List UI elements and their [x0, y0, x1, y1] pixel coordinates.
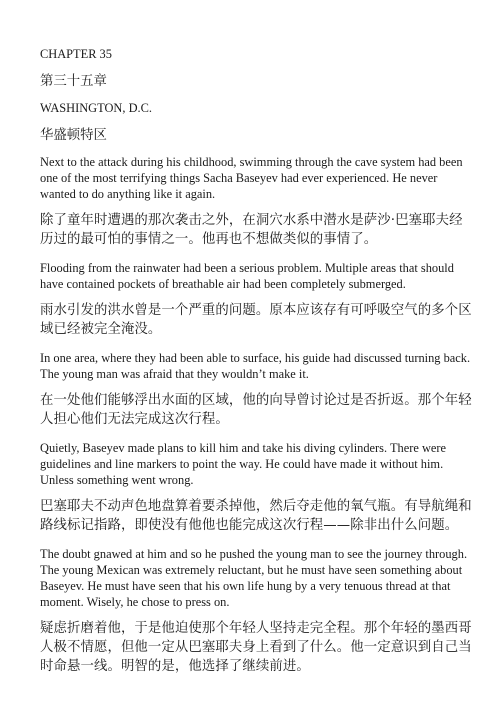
paragraph-en-3: In one area, where they had been able to surface, his guide had discussed turning back. The young man was afraid that they wouldn’t make it. — [40, 351, 471, 381]
paragraph-zh-4: 巴塞耶夫不动声色地盘算着要杀掉他，然后夺走他的氧气瓶。有导航绳和路线标记指路，即使没有他他也能完成这次行程——除非出什么问题。 — [40, 499, 472, 533]
paragraph-en-2: Flooding from the rainwater had been a serious problem. Multiple areas that should have contained pockets of breathable air had been completely submerged. — [40, 261, 454, 291]
paragraph-en-4: Quietly, Baseyev made plans to kill him and take his diving cylinders. There were guidelines and line markers to point the way. He could have made it without him. Unless something went wrong. — [40, 441, 447, 487]
paragraph-zh-1: 除了童年时遭遇的那次袭击之外，在洞穴水系中潜水是萨沙·巴塞耶夫经历过的最可怕的事情之一。他再也不想做类似的事情了。 — [40, 213, 463, 247]
paragraph-zh-2: 雨水引发的洪水曾是一个严重的问题。原本应该存有可呼吸空气的多个区域已经被完全淹没。 — [40, 303, 472, 337]
location-heading-zh: 华盛顿特区 — [40, 128, 107, 143]
chapter-heading-en: CHAPTER 35 — [40, 47, 112, 61]
paragraph-zh-3: 在一处他们能够浮出水面的区域，他的向导曾讨论过是否折返。那个年轻人担心他们无法完成这次行程。 — [40, 393, 472, 427]
paragraph-en-5: The doubt gnawed at him and so he pushed the young man to see the journey through. The young Mexican was extremely reluctant, but he must have seen something about Baseyev. He must have seen that his own life hung by a very tenuous thread at that moment. Wisely, he chose to press on. — [40, 547, 468, 609]
paragraph-en-1: Next to the attack during his childhood, swimming through the cave system had been one of the most terrifying things Sacha Baseyev had ever experienced. He never wanted to do anything like it again. — [40, 155, 463, 201]
paragraph-zh-5: 疑虑折磨着他，于是他迫使那个年轻人坚持走完全程。那个年轻的墨西哥人极不情愿，但他一定从巴塞耶夫身上看到了什么。他一定意识到自己当时命悬一线。明智的是，他选择了继续前进。 — [40, 621, 472, 674]
chapter-heading-zh: 第三十五章 — [40, 74, 107, 89]
location-heading-en: WASHINGTON, D.C. — [40, 101, 152, 115]
document-page — [40, 36, 472, 676]
